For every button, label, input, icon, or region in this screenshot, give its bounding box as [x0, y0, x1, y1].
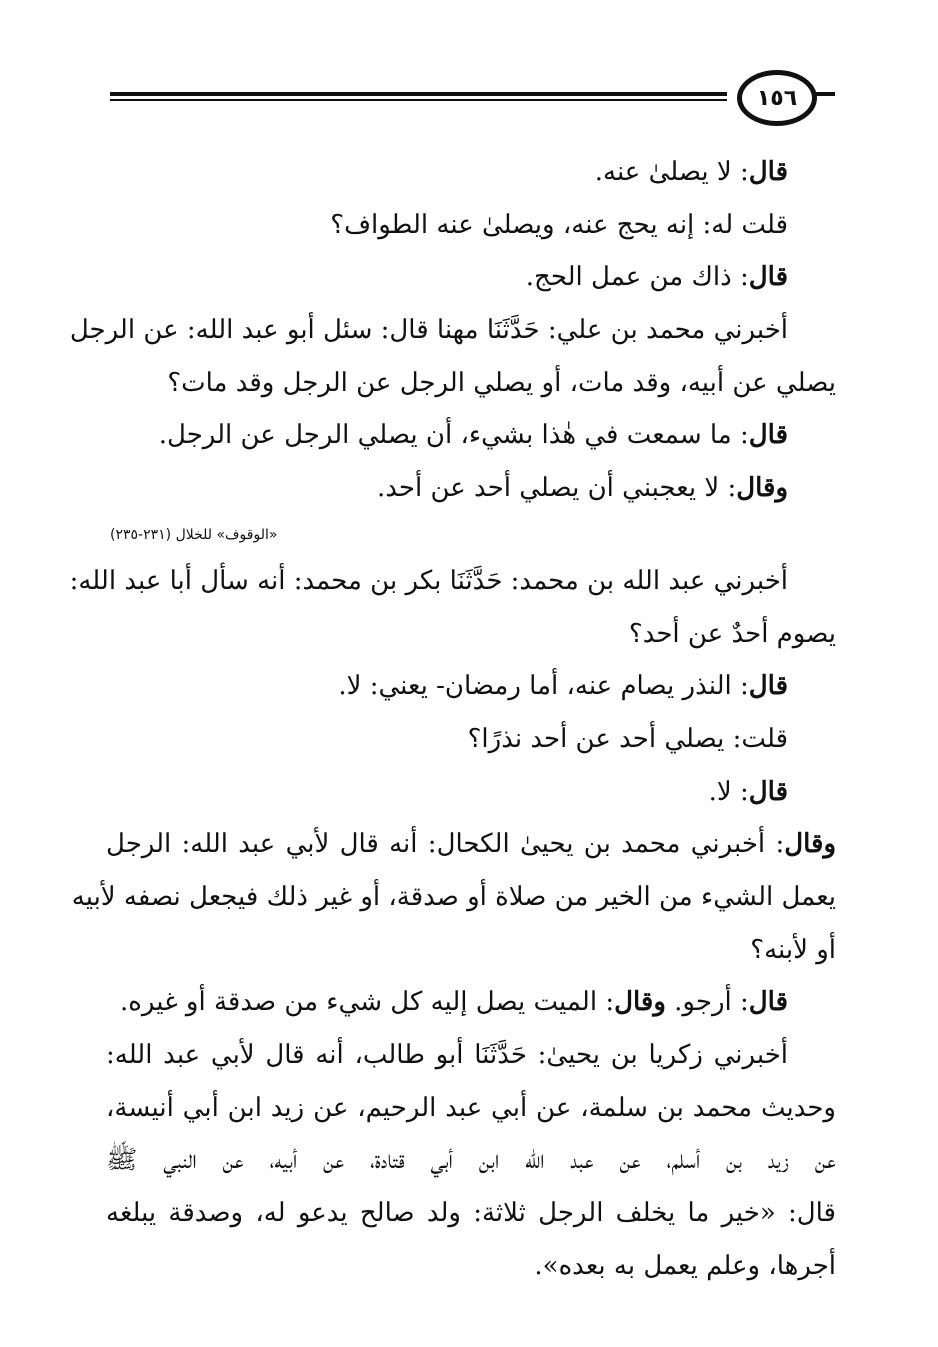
text-run: عن زيد بن أسلم، عن عبد الله ابن أبي قتادة، عن أبيه، عن النبي ﷺ — [106, 1145, 836, 1176]
page-header — [110, 70, 835, 130]
speaker-label: قال — [748, 987, 788, 1018]
text-run: قلت: يصلي أحد عن أحد نذرًا؟ — [467, 723, 788, 754]
text-line — [106, 462, 836, 515]
text-run: : لا. — [708, 776, 749, 807]
text-line — [106, 199, 836, 252]
header-rule — [110, 92, 727, 96]
speaker-label: وقال — [614, 987, 666, 1018]
text-run: : لا يصلىٰ عنه. — [594, 157, 749, 187]
text-line — [106, 1029, 836, 1082]
text-run: أخبرني زكريا بن يحيىٰ: حَدَّثَنَا أبو طالب، أنه قال لأبي عبد الله: — [106, 1040, 788, 1070]
text-run: يصوم أحدٌ عن أحد؟ — [628, 618, 836, 649]
text-line — [106, 976, 836, 1029]
text-line — [106, 660, 836, 713]
text-line — [106, 251, 836, 304]
text-run: : النذر يصام عنه، أما رمضان- يعني: لا. — [338, 671, 749, 702]
text-run: : الميت يصل إليه كل شيء من صدقة أو غيره. — [119, 987, 615, 1018]
speaker-label: قال — [748, 262, 788, 293]
text-run: أجرها، وعلم يعمل به بعده». — [534, 1250, 836, 1281]
source-reference: «الوقوف» للخلال (٢٣١-٢٣٥) — [110, 526, 278, 543]
speaker-label: قال — [748, 420, 788, 451]
header-rule-thin — [110, 99, 727, 101]
speaker-label: قال — [748, 776, 788, 807]
text-run: : أخبرني محمد بن يحيىٰ الكحال: أنه قال لأبي عبد الله: الرجل — [106, 829, 785, 860]
text-run: وحديث محمد بن سلمة، عن أبي عبد الرحيم، عن زيد ابن أبي أنيسة، — [106, 1092, 836, 1123]
text-run: أخبرني محمد بن علي: حَدَّثَنَا مهنا قال: سئل أبو عبد الله: عن الرجل — [69, 315, 788, 346]
text-line — [106, 608, 836, 661]
text-run: : أرجو. — [665, 987, 749, 1018]
text-line — [106, 357, 836, 410]
text-run: : ما سمعت في هٰذا بشيء، أن يصلي الرجل عن الرجل. — [158, 420, 749, 451]
text-run: يعمل الشيء من الخير من صلاة أو صدقة، أو غير ذلك فيجعل نصفه لأبيه — [71, 881, 836, 912]
text-line — [106, 766, 836, 819]
text-line — [71, 871, 836, 924]
page-body — [69, 146, 836, 1292]
page-number: ١٥٦ — [756, 85, 798, 111]
text-line — [106, 409, 836, 462]
text-line — [106, 924, 836, 977]
text-run: قال: «خير ما يخلف الرجل ثلاثة: ولد صالح يدعو له، وصدقة يبلغه — [106, 1198, 836, 1229]
text-run: : لا يعجبني أن يصلي أحد عن أحد. — [377, 473, 737, 504]
text-line — [106, 818, 836, 871]
text-run: أخبرني عبد الله بن محمد: حَدَّثَنَا بكر بن محمد: أنه سأل أبا عبد الله: — [69, 565, 788, 596]
text-line — [106, 146, 836, 199]
text-line — [106, 1187, 836, 1240]
speaker-label: قال — [748, 157, 788, 187]
speaker-label: وقال — [736, 473, 788, 504]
text-line — [106, 1134, 836, 1187]
header-rule-right — [815, 92, 835, 96]
text-line — [106, 1082, 836, 1135]
speaker-label: وقال — [784, 829, 836, 860]
text-line — [69, 304, 836, 357]
text-run: يصلي عن أبيه، وقد مات، أو يصلي الرجل عن الرجل وقد مات؟ — [167, 367, 836, 398]
text-run: قلت له: إنه يحج عنه، ويصلىٰ عنه الطواف؟ — [330, 209, 788, 240]
page-number-badge — [737, 70, 817, 126]
text-line — [69, 555, 836, 608]
speaker-label: قال — [748, 671, 788, 702]
text-line — [106, 713, 836, 766]
text-run: : ذاك من عمل الحج. — [525, 262, 749, 293]
text-run: أو لأبنه؟ — [750, 934, 836, 965]
text-line — [106, 1240, 836, 1293]
